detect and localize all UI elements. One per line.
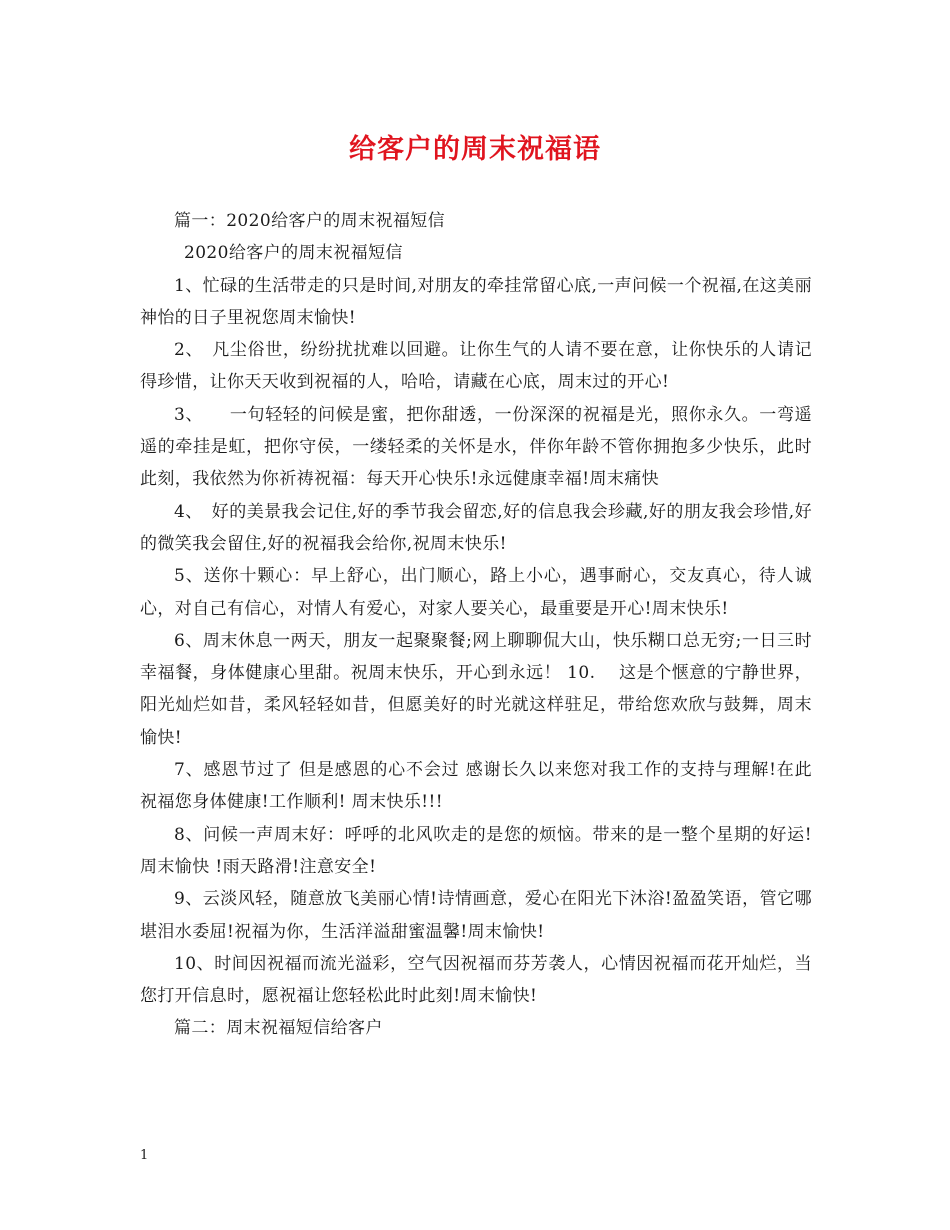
paragraph-3: 3、 一句轻轻的问候是蜜，把你甜透，一份深深的祝福是光，照你永久。一弯遥遥的牵挂是虹，把你守侯，一缕轻柔的关怀是水，伴你年龄不管你拥抱多少快乐，此时此刻，我依然为你祈祷祝福：每天开心快乐!永远健康幸福!周末痛快 bbox=[140, 404, 812, 490]
page-number: 1 bbox=[140, 1148, 149, 1163]
document-title: 给客户的周末祝福语 bbox=[349, 134, 601, 165]
document-body bbox=[140, 205, 812, 1045]
section-1-heading: 篇一：2020给客户的周末祝福短信 bbox=[174, 211, 446, 231]
paragraph-10: 10、时间因祝福而流光溢彩，空气因祝福而芬芳袭人，心情因祝福而花开灿烂，当您打开信息时，愿祝福让您轻松此时此刻!周末愉快! bbox=[140, 953, 812, 1007]
paragraph-1: 1、忙碌的生活带走的只是时间,对朋友的牵挂常留心底,一声问候一个祝福,在这美丽神怡的日子里祝您周末愉快! bbox=[140, 275, 812, 328]
paragraph-2: 2、 凡尘俗世，纷纷扰扰难以回避。让你生气的人请不要在意，让你快乐的人请记得珍惜，让你天天收到祝福的人，哈哈，请藏在心底，周末过的开心! bbox=[140, 340, 812, 393]
paragraph-8: 8、问候一声周末好：呼呼的北风吹走的是您的烦恼。带来的是一整个星期的好运!周末愉快 !雨天路滑!注意安全! bbox=[140, 824, 812, 877]
paragraph-5: 5、送你十颗心：早上舒心，出门顺心，路上小心，遇事耐心，交友真心，待人诚心，对自己有信心，对情人有爱心，对家人要关心，最重要是开心!周末快乐! bbox=[140, 566, 812, 619]
section-2-heading: 篇二：周末祝福短信给客户 bbox=[174, 1018, 383, 1039]
paragraph-7: 7、感恩节过了 但是感恩的心不会过 感谢长久以来您对我工作的支持与理解!在此祝福您身体健康!工作顺利! 周末快乐!!! bbox=[140, 760, 812, 813]
paragraph-9: 9、云淡风轻，随意放飞美丽心情!诗情画意，爱心在阳光下沐浴!盈盈笑语，管它哪堪泪水委屈!祝福为你，生活洋溢甜蜜温馨!周末愉快! bbox=[140, 889, 812, 942]
section-1-subheading: 2020给客户的周末祝福短信 bbox=[184, 243, 403, 264]
paragraph-4: 4、 好的美景我会记住,好的季节我会留恋,好的信息我会珍藏,好的朋友我会珍惜,好的微笑我会留住,好的祝福我会给你,祝周末快乐! bbox=[140, 501, 812, 554]
paragraph-6: 6、周末休息一两天，朋友一起聚聚餐;网上聊聊侃大山，快乐糊口总无穷;一日三时幸福餐，身体健康心里甜。祝周末快乐，开心到永远！ 10. 这是个惬意的宁静世界，阳光灿烂如昔，柔风轻轻如昔，但愿美好的时光就这样驻足，带给您欢欣与鼓舞，周末愉快! bbox=[140, 630, 812, 748]
